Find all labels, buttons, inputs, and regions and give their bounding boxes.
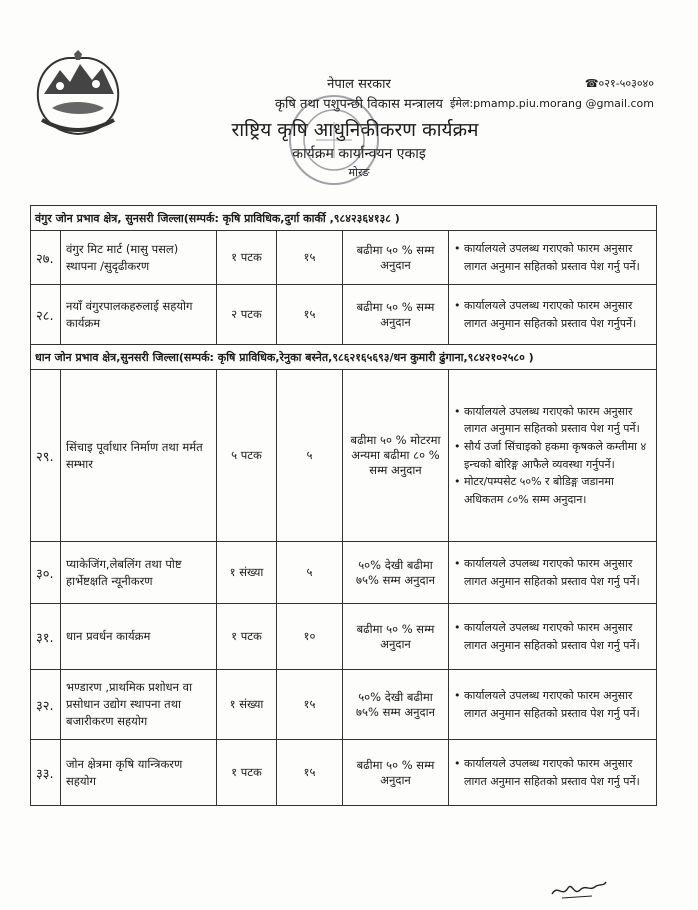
- count: १५: [277, 285, 343, 345]
- table-row: [31, 740, 657, 806]
- remark-item: • कार्यालयले उपलब्ध गराएको फारम अनुसार लागत अनुमान सहितको प्रस्ताव पेश गर्नु पर्ने।: [454, 240, 651, 275]
- activity-name: जोन क्षेत्रमा कृषि यान्त्रिकरण सहयोग: [61, 740, 217, 806]
- header-unit: कार्यक्रम कार्यान्वयन एकाइ: [292, 146, 426, 162]
- remarks: [449, 604, 657, 670]
- serial-number: ३३.: [31, 740, 61, 806]
- programs-table: [30, 205, 657, 806]
- remark-item: • कार्यालयले उपलब्ध गराएको फारम अनुसार लागत अनुमान सहितको प्रस्ताव पेश गर्नु पर्ने।: [454, 403, 651, 438]
- remark-item: • कार्यालयले उपलब्ध गराएको फारम अनुसार लागत अनुमान सहितको प्रस्ताव पेश गर्नु पर्ने।: [454, 619, 651, 654]
- section-header-paddy-zone: [31, 345, 657, 370]
- frequency: १ संख्या: [217, 542, 277, 604]
- grant-rate: बढीमा ५० % सम्म अनुदान: [343, 231, 449, 285]
- activity-name: वंगुर मिट मार्ट (मासु पसल) स्थापना /सुदृढीकरण: [61, 231, 217, 285]
- table-row: [31, 542, 657, 604]
- contact-email: ईमेल:pmamp.piu.morang @gmail.com: [450, 97, 654, 110]
- table-row: [31, 285, 657, 345]
- frequency: १ पटक: [217, 740, 277, 806]
- activity-name: नयाँ वंगुरपालकहरुलाई सहयोग कार्यक्रम: [61, 285, 217, 345]
- remark-item: • कार्यालयले उपलब्ध गराएको फारम अनुसार लागत अनुमान सहितको प्रस्ताव पेश गर्नुपर्ने।: [454, 297, 651, 332]
- table-row: [31, 670, 657, 740]
- header-city: मोरङ: [348, 166, 370, 179]
- grant-rate: बढीमा ५० % सम्म अनुदान: [343, 740, 449, 806]
- table-row: [31, 604, 657, 670]
- serial-number: २९.: [31, 370, 61, 542]
- remarks: [449, 740, 657, 806]
- activity-name: धान प्रवर्धन कार्यक्रम: [61, 604, 217, 670]
- serial-number: २७.: [31, 231, 61, 285]
- remarks: [449, 670, 657, 740]
- frequency: २ पटक: [217, 285, 277, 345]
- activity-name: प्याकेजिंग,लेबलिंग तथा पोष्ट हार्भेष्टक्षति न्यूनीकरण: [61, 542, 217, 604]
- section-title: धान जोन प्रभाव क्षेत्र,सुनसरी जिल्ला(सम्पर्क: कृषि प्राविधिक,रेनुका बस्नेत,९८६२१६५६९३/धन कुमारी ढुंगाना,९८४२१०२५८० ): [31, 345, 657, 370]
- activity-name: भण्डारण ,प्राथमिक प्रशोधन वा प्रसोधान उद्योग स्थापना तथा बजारीकरण सहयोग: [61, 670, 217, 740]
- grant-rate: बढीमा ५० % सम्म अनुदान: [343, 604, 449, 670]
- count: १५: [277, 740, 343, 806]
- frequency: ५ पटक: [217, 370, 277, 542]
- grant-rate: बढीमा ५० % सम्म अनुदान: [343, 285, 449, 345]
- grant-rate: बढीमा ५० % मोटरमा अन्यमा बढीमा ८० % सम्म अनुदान: [343, 370, 449, 542]
- remarks: [449, 370, 657, 542]
- remark-item: • कार्यालयले उपलब्ध गराएको फारम अनुसार लागत अनुमान सहितको प्रस्ताव पेश गर्नु पर्ने।: [454, 687, 651, 722]
- serial-number: ३०.: [31, 542, 61, 604]
- count: १०: [277, 604, 343, 670]
- table-row: [31, 370, 657, 542]
- contact-phone: ☎०२१-५०३०४०: [584, 77, 654, 90]
- remarks: [449, 231, 657, 285]
- remarks: [449, 285, 657, 345]
- section-header-pig-zone: [31, 206, 657, 231]
- count: १५: [277, 231, 343, 285]
- section-title: वंगुर जोन प्रभाव क्षेत्र, सुनसरी जिल्ला(सम्पर्क: कृषि प्राविधिक,दुर्गा कार्की ,९८४२३६४१३८ ): [31, 206, 657, 231]
- remarks: [449, 542, 657, 604]
- activity-name: सिंचाइ पूर्वाधार निर्माण तथा मर्मत सम्भार: [61, 370, 217, 542]
- header-government: नेपाल सरकार: [327, 77, 391, 92]
- header-program-title: राष्ट्रिय कृषि आधुनिकीकरण कार्यक्रम: [231, 119, 479, 141]
- count: ५: [277, 370, 343, 542]
- signature-icon: [548, 876, 608, 902]
- office-stamp-icon: [286, 92, 382, 188]
- frequency: १ संख्या: [217, 670, 277, 740]
- frequency: १ पटक: [217, 231, 277, 285]
- table-row: [31, 231, 657, 285]
- count: ५: [277, 542, 343, 604]
- grant-rate: ५०% देखी बढीमा ७५% सम्म अनुदान: [343, 670, 449, 740]
- serial-number: ३१.: [31, 604, 61, 670]
- remark-item: • कार्यालयले उपलब्ध गराएको फारम अनुसार लागत अनुमान सहितको प्रस्ताव पेश गर्नु पर्ने।: [454, 555, 651, 590]
- serial-number: ३२.: [31, 670, 61, 740]
- count: १५: [277, 670, 343, 740]
- serial-number: २८.: [31, 285, 61, 345]
- remark-item: • मोटर/पम्पसेट ५०% र बोडिङ्ग जडानमा अधिकतम ८०% सम्म अनुदान।: [454, 473, 651, 508]
- frequency: १ पटक: [217, 604, 277, 670]
- remark-item: • कार्यालयले उपलब्ध गराएको फारम अनुसार लागत अनुमान सहितको प्रस्ताव पेश गर्नु पर्ने।: [454, 755, 651, 790]
- header-ministry: कृषि तथा पशुपन्छी विकास मन्त्रालय: [275, 97, 443, 112]
- grant-rate: ५०% देखी बढीमा ७५% सम्म अनुदान: [343, 542, 449, 604]
- remark-item: • सौर्य उर्जा सिंचाइको हकमा कृषकले कम्तीमा ४ इन्चको बोरिङ्ग आफैले व्यवस्था गर्नुपर्ने।: [454, 438, 651, 473]
